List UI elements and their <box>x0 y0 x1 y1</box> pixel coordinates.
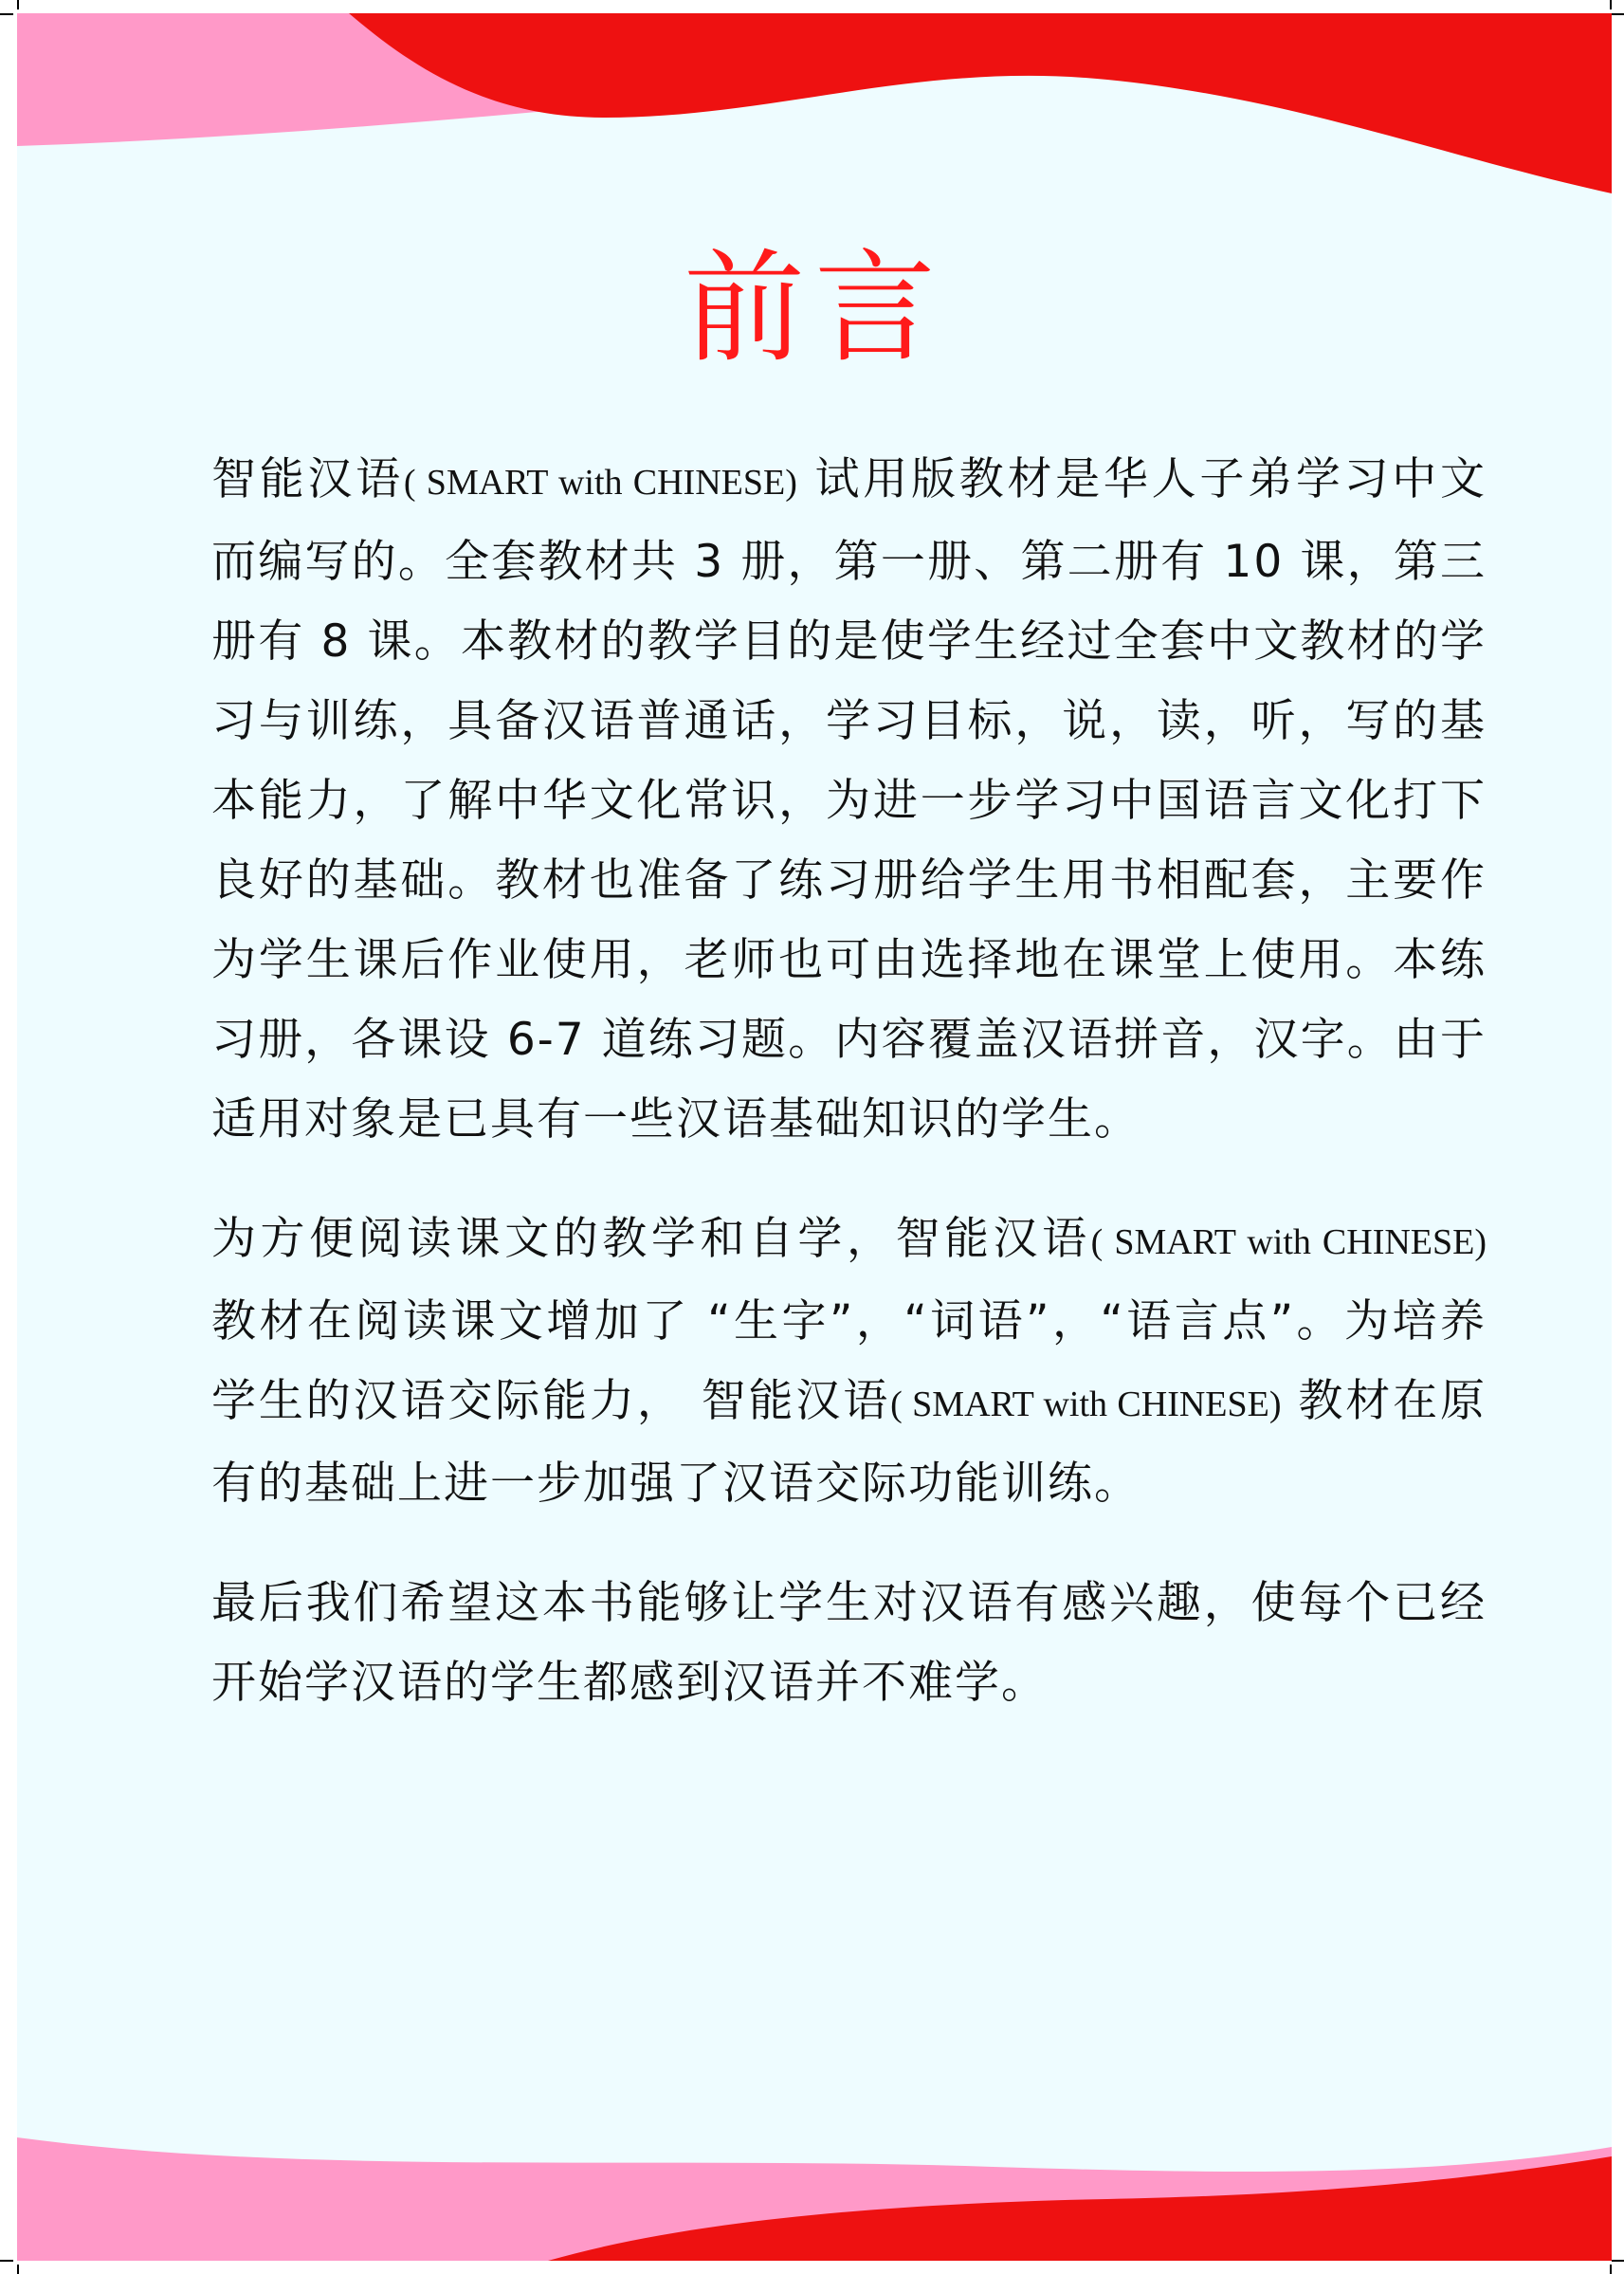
paragraph-2 <box>211 1200 1487 1524</box>
paragraph-3 <box>211 1564 1487 1723</box>
crop-mark-tr-h <box>1612 13 1624 15</box>
latin-title-text: ( SMART with CHINESE) <box>403 463 797 503</box>
paragraph-1 <box>211 440 1487 1160</box>
crop-mark-tl-h <box>0 13 13 15</box>
latin-title-text: ( SMART with CHINESE) <box>1090 1222 1487 1262</box>
top-wave-decoration <box>17 13 1612 212</box>
paragraph-text: 智能汉语 <box>211 453 404 505</box>
paragraph-text: 试用版教材是华人子弟学习中文而编写的。全套教材共 3 册，第一册、第二册有 10 课，第三册有 8 课。本教材的教学目的是使学生经过全套中文教材的学习与训练，具备汉语普通话，学习目标，说，读，听，写的基本能力，了解中华文化常识，为进一步学习中国语言文化打下良好的基础。教材也准备了练习册给学生用书相配套，主要作为学生课后作业使用，老师也可由选择地在课堂上使用。本练习册，各课设 6-7 道练习题。内容覆盖汉语拼音，汉字。由于适用对象是已具有一些汉语基础知识的学生。 <box>211 453 1487 1146</box>
crop-mark-br-h <box>1612 2260 1624 2262</box>
top-wave-red <box>349 13 1612 193</box>
bottom-wave-decoration <box>17 2118 1612 2261</box>
paragraph-text: 为方便阅读课文的教学和自学，智能汉语 <box>211 1213 1091 1265</box>
crop-mark-bl-v <box>17 2265 19 2274</box>
paragraph-text: 最后我们希望这本书能够让学生对汉语有感兴趣，使每个已经开始学汉语的学生都感到汉语并不难学。 <box>211 1577 1487 1709</box>
paragraph-text: 教材在原有的基础上进一步加强了汉语交际功能训练。 <box>211 1375 1487 1510</box>
crop-mark-bl-h <box>0 2260 13 2262</box>
preface-body <box>211 440 1487 1763</box>
latin-title-text: ( SMART with CHINESE) <box>890 1385 1282 1424</box>
crop-mark-tr-v <box>1610 0 1612 9</box>
paragraph-text: 教材在阅读课文增加了 “生字”，“词语”，“语言点”。为培养学生的汉语交际能力， 智能汉语 <box>211 1295 1487 1427</box>
page <box>17 13 1612 2261</box>
crop-mark-tl-v <box>17 0 19 9</box>
crop-mark-br-v <box>1610 2265 1612 2274</box>
page-title: 前言 <box>683 238 945 379</box>
